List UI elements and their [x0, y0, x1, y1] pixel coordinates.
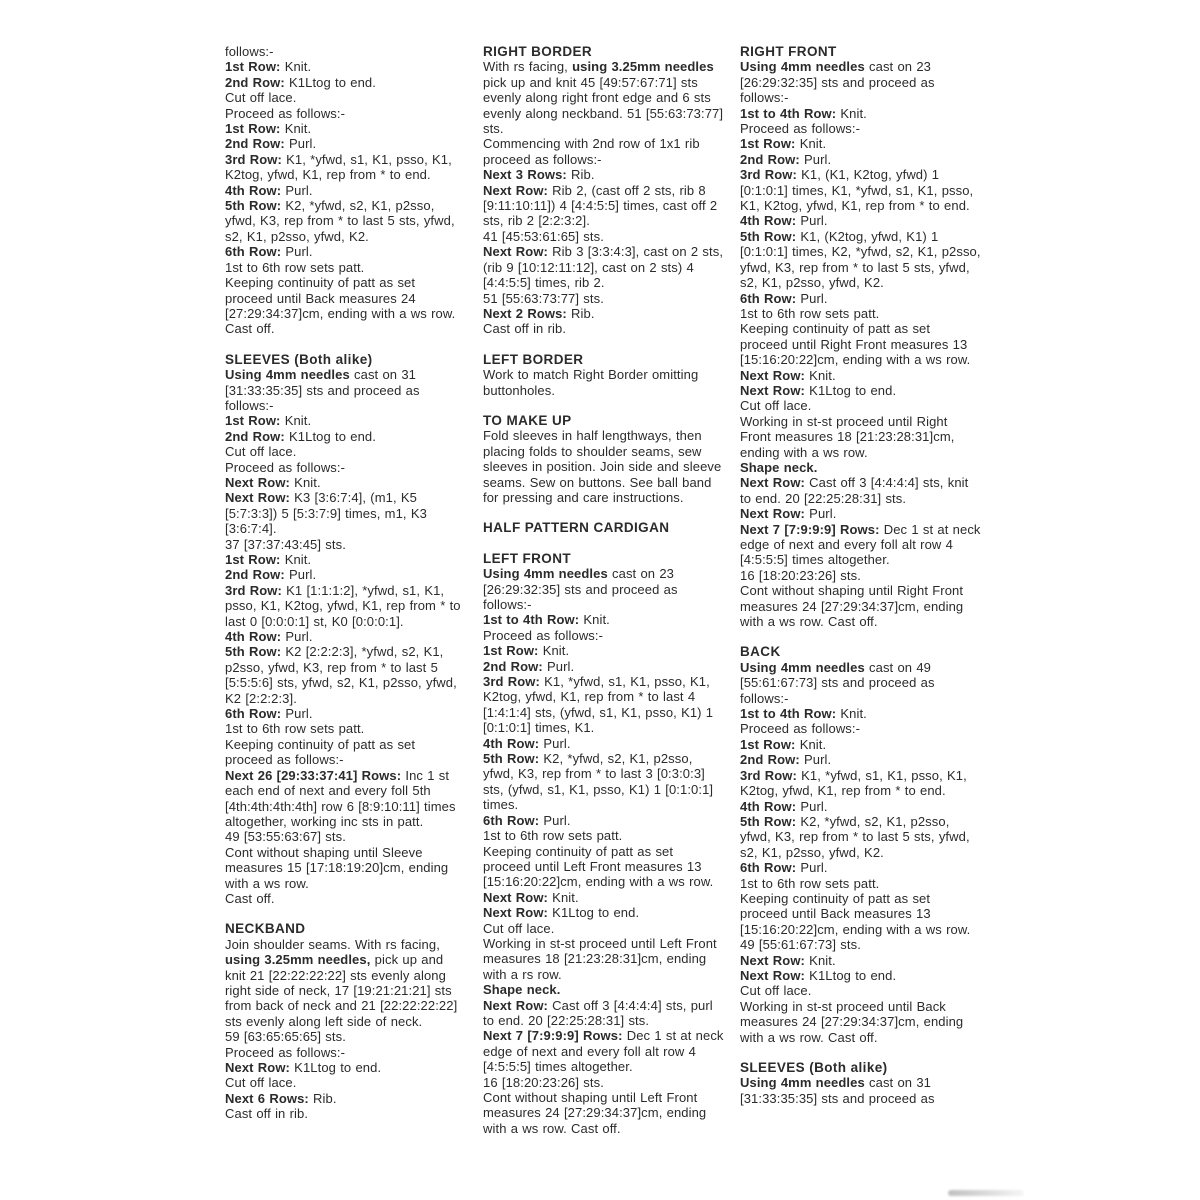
pattern-paragraph: [740, 568, 981, 583]
body-text: 16 [18:20:23:26] sts.: [483, 1074, 604, 1090]
body-text: K1Ltog to end.: [804, 967, 897, 983]
body-text: Cast off in rib.: [225, 1106, 309, 1122]
pattern-paragraph: [740, 460, 981, 475]
body-text: K2 [2:2:2:3], *yfwd, s2, K1, p2sso, yfwd, K3, rep from * to last 5 [5:5:5:6] sts, yfwd, s2, K1, p2sso, yfwd, K2 [2:2:2:3].: [225, 644, 457, 706]
body-text: Dec 1 st at neck edge of next and every foll alt row 4 [4:5:5:5] times altogether.: [483, 1028, 724, 1075]
body-text: follows:-: [225, 44, 274, 59]
pattern-paragraph: [483, 367, 724, 398]
body-text: Purl.: [796, 798, 828, 814]
pattern-paragraph: [225, 737, 463, 768]
pattern-paragraph: [740, 752, 981, 767]
body-text: Knit.: [795, 136, 827, 152]
bold-text: Next Row:: [483, 182, 548, 198]
pattern-paragraph: [740, 306, 981, 321]
bold-text: Next 2 Rows:: [483, 305, 567, 321]
pattern-paragraph: [740, 660, 981, 706]
body-text: 59 [63:65:65:65] sts.: [225, 1029, 346, 1045]
bold-text: 5th Row:: [740, 813, 797, 829]
body-text: cast on 31 [31:33:35:35] sts and proceed as follows:-: [225, 367, 420, 413]
bold-text: 3rd Row:: [225, 582, 282, 598]
body-text: Cut off lace.: [225, 90, 297, 106]
body-text: Rib.: [566, 305, 595, 321]
pattern-paragraph: [740, 937, 981, 952]
pattern-paragraph: [225, 1060, 463, 1075]
bold-text: Next Row:: [225, 490, 290, 506]
bold-text: 2nd Row:: [225, 567, 285, 583]
pattern-paragraph: [225, 444, 463, 459]
bold-text: 5th Row:: [483, 751, 540, 767]
body-text: K1Ltog to end.: [284, 428, 376, 444]
bold-text: Using 4mm needles: [740, 1075, 865, 1091]
bold-text: 4th Row:: [225, 629, 282, 645]
body-text: pick up and knit 45 [49:57:67:71] sts evenly along right front edge and 6 sts evenly along neckband. 51 [55:63:73:77] sts.: [483, 74, 724, 137]
body-text: Knit.: [280, 59, 312, 75]
body-text: K1, *yfwd, s1, K1, psso, K1, K2tog, yfwd, K1, rep from * to last 4 [1:4:1:4] sts, (yfwd, s1, K1, psso, K1) 1 [0:1:0:1] times, K1.: [483, 674, 714, 736]
pattern-paragraph: [483, 1075, 724, 1090]
bold-text: 2nd Row:: [483, 658, 543, 674]
body-text: Purl.: [542, 658, 575, 674]
section-heading: BACK: [740, 644, 781, 660]
body-text: K1, *yfwd, s1, K1, psso, K1, K2tog, yfwd, K1, rep from * to end.: [225, 151, 452, 183]
body-text: Knit.: [280, 413, 312, 429]
bold-text: Next Row:: [483, 905, 548, 921]
body-text: Working in st-st proceed until Back measures 24 [27:29:34:37]cm, ending with a ws row. Cast off.: [740, 998, 964, 1045]
body-text: Knit.: [579, 612, 610, 628]
bold-text: Using 4mm needles: [740, 659, 865, 675]
bold-text: Next 26 [29:33:37:41] Rows:: [225, 767, 402, 783]
bold-text: Next Row:: [483, 997, 548, 1013]
section-heading: LEFT FRONT: [483, 550, 571, 566]
bold-text: Next Row:: [740, 967, 805, 983]
body-text: Knit.: [804, 952, 836, 968]
body-text: 37 [37:37:43:45] sts.: [225, 536, 346, 552]
bold-text: using 3.25mm needles: [572, 59, 714, 75]
body-text: Cut off lace.: [740, 398, 812, 414]
body-text: Work to match Right Border omitting buttonholes.: [483, 367, 699, 398]
pattern-paragraph: [483, 566, 724, 612]
body-text: Purl.: [284, 567, 317, 583]
pattern-paragraph: [740, 999, 981, 1045]
pattern-paragraph: [225, 1106, 463, 1121]
body-text: Cut off lace.: [225, 444, 297, 460]
body-text: Keeping continuity of patt as set proceed until Back measures 24 [27:29:34:37]cm, ending with a ws row. Cast off.: [225, 275, 456, 337]
body-text: Working in st-st proceed until Right Front measures 18 [21:23:28:31]cm, ending with a ws row.: [740, 413, 955, 460]
body-text: K1Ltog to end.: [284, 74, 376, 90]
body-text: Purl.: [281, 629, 313, 645]
body-text: Proceed as follows:-: [740, 121, 861, 137]
bold-text: 1st Row:: [740, 736, 796, 752]
pattern-paragraph: [483, 674, 724, 736]
bold-text: 1st Row:: [740, 136, 796, 152]
pattern-paragraph: [225, 475, 463, 490]
body-text: Cast off 3 [4:4:4:4] sts, knit to end. 20 [22:25:28:31] sts.: [740, 475, 969, 506]
bold-text: Using 4mm needles: [740, 59, 865, 75]
pattern-paragraph: [740, 152, 981, 167]
bold-text: Next 6 Rows:: [225, 1090, 309, 1106]
pattern-paragraph: [225, 891, 463, 906]
body-text: 49 [55:61:67:73] sts.: [740, 937, 861, 953]
bold-text: 6th Row:: [740, 290, 797, 306]
bold-text: Next Row:: [740, 506, 805, 522]
pattern-paragraph: [225, 183, 463, 198]
body-text: K3 [3:6:7:4], (m1, K5 [5:7:3:3]) 5 [5:3:7:9] times, m1, K3 [3:6:7:4].: [225, 490, 427, 537]
pattern-paragraph: [483, 136, 724, 167]
pattern-paragraph: [225, 829, 463, 844]
bold-text: 2nd Row:: [225, 136, 285, 152]
pattern-paragraph: [740, 876, 981, 891]
body-text: Dec 1 st at neck edge of next and every foll alt row 4 [4:5:5:5] times altogether.: [740, 521, 981, 568]
pattern-paragraph: [225, 90, 463, 105]
bold-text: 1st to 4th Row:: [483, 612, 580, 628]
body-text: Cast off.: [225, 890, 275, 906]
bold-text: 5th Row:: [225, 644, 282, 660]
pattern-paragraph: [740, 229, 981, 291]
bold-text: 3rd Row:: [740, 167, 797, 183]
pattern-paragraph: [225, 136, 463, 151]
body-text: K2, *yfwd, s2, K1, p2sso, yfwd, K3, rep from * to last 5 sts, yfwd, s2, K1, p2sso, yfwd, K2.: [225, 198, 455, 244]
pattern-paragraph: [225, 44, 463, 59]
pattern-paragraph: [740, 213, 981, 228]
body-text: Purl.: [281, 244, 313, 260]
body-text: Proceed as follows:-: [225, 459, 346, 475]
body-text: Cut off lace.: [483, 920, 555, 936]
body-text: cast on 49 [55:61:67:73] sts and proceed as follows:-: [740, 659, 935, 706]
body-text: Purl.: [796, 290, 828, 306]
pattern-column-right: [740, 44, 981, 1106]
pattern-paragraph: [225, 644, 463, 706]
body-text: Commencing with 2nd row of 1x1 rib proceed as follows:-: [483, 136, 700, 167]
pattern-paragraph: [483, 890, 724, 905]
pattern-paragraph: [483, 628, 724, 643]
pattern-paragraph: [225, 583, 463, 629]
bold-text: Using 4mm needles: [225, 367, 350, 383]
body-text: Purl.: [539, 812, 571, 828]
bold-text: Using 4mm needles: [483, 566, 608, 582]
pattern-paragraph: [225, 1029, 463, 1044]
body-text: Purl.: [281, 182, 313, 198]
pattern-paragraph: [225, 460, 463, 475]
body-text: K1, *yfwd, s1, K1, psso, K1, K2tog, yfwd, K1, rep from * to end.: [740, 767, 967, 799]
pattern-paragraph: [483, 306, 724, 321]
bold-text: 3rd Row:: [483, 674, 540, 690]
pattern-paragraph: [483, 643, 724, 658]
body-text: Proceed as follows:-: [740, 721, 861, 737]
bold-text: 1st Row:: [225, 59, 281, 75]
pattern-paragraph: [483, 659, 724, 674]
bold-text: 5th Row:: [225, 198, 282, 214]
body-text: K1, (K2tog, yfwd, K1) 1 [0:1:0:1] times, K2, *yfwd, s2, K1, p2sso, yfwd, K3, rep from * to last 5 sts, yfwd, s2, K1, p2sso, yfwd, K2.: [740, 228, 981, 291]
body-text: Cut off lace.: [225, 1075, 297, 1091]
body-text: Purl.: [804, 506, 837, 522]
pattern-paragraph: [225, 706, 463, 721]
body-text: 1st to 6th row sets patt.: [225, 721, 365, 737]
pattern-paragraph: [483, 229, 724, 244]
pattern-paragraph: [740, 368, 981, 383]
pattern-paragraph: [225, 106, 463, 121]
pattern-paragraph: [740, 768, 981, 799]
body-text: Rib.: [308, 1090, 337, 1106]
section-heading: SLEEVES (Both alike): [740, 1060, 888, 1075]
pattern-column-middle: [483, 44, 724, 1136]
bold-text: 3rd Row:: [225, 151, 282, 167]
pattern-column-left: [225, 44, 463, 1122]
body-text: Keeping continuity of patt as set proceed until Right Front measures 13 [15:16:20:22]cm, ending with a ws row.: [740, 321, 971, 368]
pattern-paragraph: [740, 968, 981, 983]
bold-text: 6th Row:: [740, 860, 797, 876]
bold-text: 2nd Row:: [740, 151, 800, 167]
pattern-paragraph: [740, 737, 981, 752]
pattern-paragraph: [225, 845, 463, 891]
body-text: 16 [18:20:23:26] sts.: [740, 567, 861, 583]
section-heading: NECKBAND: [225, 921, 306, 937]
pattern-paragraph: [740, 383, 981, 398]
body-text: Purl.: [284, 136, 317, 152]
body-text: K1 [1:1:1:2], *yfwd, s1, K1, psso, K1, K2tog, yfwd, K1, rep from * to last 0 [0:0:0:1] st, K0 [0:0:0:1].: [225, 582, 461, 629]
body-text: Purl.: [281, 706, 313, 722]
pattern-paragraph: [225, 121, 463, 136]
pattern-paragraph: [740, 860, 981, 875]
pattern-paragraph: [740, 814, 981, 860]
body-text: Cast off in rib.: [483, 321, 567, 337]
pattern-paragraph: [740, 522, 981, 568]
pattern-paragraph: [740, 583, 981, 629]
pattern-paragraph: [483, 291, 724, 306]
bold-text: 6th Row:: [483, 812, 540, 828]
body-text: Knit.: [280, 121, 312, 137]
pattern-paragraph: [740, 121, 981, 136]
pattern-paragraph: [740, 291, 981, 306]
body-text: Knit.: [836, 706, 867, 722]
body-text: 1st to 6th row sets patt.: [483, 828, 623, 844]
pattern-paragraph: [225, 260, 463, 275]
pattern-paragraph: [225, 275, 463, 337]
bold-text: Next Row:: [740, 475, 805, 491]
bold-text: 6th Row:: [225, 706, 282, 722]
pattern-paragraph: [740, 167, 981, 213]
pattern-paragraph: [483, 813, 724, 828]
pattern-paragraph: [483, 321, 724, 336]
body-text: Knit.: [547, 889, 579, 905]
pattern-paragraph: [483, 1028, 724, 1074]
body-text: K2, *yfwd, s2, K1, p2sso, yfwd, K3, rep from * to last 3 [0:3:0:3] sts, (yfwd, s1, K1, psso, K1) 1 [0:1:0:1] times.: [483, 751, 714, 813]
body-text: 1st to 6th row sets patt.: [740, 875, 880, 891]
pattern-paragraph: [225, 244, 463, 259]
body-text: K1Ltog to end.: [547, 905, 640, 921]
body-text: Knit.: [795, 736, 827, 752]
bold-text: 4th Row:: [740, 213, 797, 229]
body-text: Purl.: [539, 735, 571, 751]
body-text: 1st to 6th row sets patt.: [225, 259, 365, 275]
body-text: K1Ltog to end.: [804, 382, 897, 398]
pattern-paragraph: [225, 629, 463, 644]
body-text: Working in st-st proceed until Left Front measures 18 [21:23:28:31]cm, ending with a rs row.: [483, 935, 717, 982]
bold-text: Next 3 Rows:: [483, 167, 567, 183]
pattern-paragraph: [483, 244, 724, 290]
pattern-paragraph: [225, 721, 463, 736]
pattern-paragraph: [225, 367, 463, 413]
pattern-paragraph: [483, 998, 724, 1029]
pattern-paragraph: [740, 799, 981, 814]
body-text: Inc 1 st each end of next and every foll 5th [4th:4th:4th:4th] row 6 [8:9:10:11] times altogether, working inc sts in patt.: [225, 767, 456, 829]
pattern-paragraph: [225, 552, 463, 567]
pattern-paragraph: [740, 321, 981, 367]
pattern-paragraph: [483, 1090, 724, 1136]
bold-text: 1st Row:: [225, 413, 281, 429]
body-text: Purl.: [796, 860, 828, 876]
bold-text: Next 7 [7:9:9:9] Rows:: [740, 521, 880, 537]
section-heading: LEFT BORDER: [483, 351, 584, 367]
bold-text: 2nd Row:: [740, 752, 800, 768]
body-text: cast on 23 [26:29:32:35] sts and proceed as follows:-: [483, 566, 678, 612]
pattern-paragraph: [483, 736, 724, 751]
bold-text: Next 7 [7:9:9:9] Rows:: [483, 1028, 623, 1044]
pattern-paragraph: [225, 1091, 463, 1106]
pattern-paragraph: [483, 751, 724, 813]
pattern-paragraph: [740, 59, 981, 105]
pattern-paragraph: [740, 1075, 981, 1106]
bold-text: 6th Row:: [225, 244, 282, 260]
pattern-paragraph: [225, 59, 463, 74]
pattern-paragraph: [740, 106, 981, 121]
body-text: Cast off 3 [4:4:4:4] sts, purl to end. 20 [22:25:28:31] sts.: [483, 997, 713, 1028]
pattern-paragraph: [225, 429, 463, 444]
pattern-paragraph: [225, 937, 463, 1029]
pattern-paragraph: [740, 398, 981, 413]
pattern-paragraph: [483, 828, 724, 843]
pattern-paragraph: [740, 506, 981, 521]
bold-text: 3rd Row:: [740, 767, 797, 783]
pattern-paragraph: [225, 490, 463, 536]
body-text: K2, *yfwd, s2, K1, p2sso, yfwd, K3, rep from * to last 5 sts, yfwd, s2, K1, p2sso, yfwd, K2.: [740, 813, 970, 860]
bold-text: Next Row:: [740, 952, 805, 968]
pattern-paragraph: [225, 768, 463, 830]
body-text: Fold sleeves in half lengthways, then placing folds to shoulder seams, sew sleeves in position. Join side and sleeve seams. Sew on buttons. See ball band for pressing and care instructions.: [483, 428, 722, 505]
body-text: 51 [55:63:73:77] sts.: [483, 290, 604, 306]
body-text: Knit.: [538, 643, 570, 659]
bold-text: 1st to 4th Row:: [740, 105, 837, 121]
body-text: Cont without shaping until Left Front measures 24 [27:29:34:37]cm, ending with a ws row. Cast off.: [483, 1090, 707, 1136]
body-text: Cut off lace.: [740, 983, 812, 999]
body-text: Rib 2, (cast off 2 sts, rib 8 [9:11:10:11]) 4 [4:4:5:5] times, cast off 2 sts, rib 2 [2:2:3:2].: [483, 182, 718, 229]
bold-text: Shape neck.: [740, 459, 818, 475]
bold-text: 1st Row:: [225, 121, 281, 137]
bold-text: Next Row:: [483, 889, 548, 905]
bold-text: 1st Row:: [225, 552, 281, 567]
body-text: Knit.: [289, 474, 321, 490]
pattern-paragraph: [225, 198, 463, 244]
bold-text: 4th Row:: [225, 182, 282, 198]
bold-text: Next Row:: [483, 244, 548, 260]
body-text: Keeping continuity of patt as set proceed until Back measures 13 [15:16:20:22]cm, ending with a ws row.: [740, 890, 971, 937]
body-text: pick up and knit 21 [22:22:22:22] sts evenly along right side of neck, 17 [19:21:21:21] sts from back of neck and 21 [22:22:22:22] sts evenly along left side of neck.: [225, 952, 458, 1029]
body-text: K1Ltog to end.: [289, 1060, 382, 1075]
body-text: cast on 31 [31:33:35:35] sts and proceed as: [740, 1075, 935, 1106]
body-text: Proceed as follows:-: [483, 627, 604, 643]
pattern-paragraph: [225, 537, 463, 552]
pattern-paragraph: [225, 1045, 463, 1060]
pattern-paragraph: [740, 706, 981, 721]
bold-text: 4th Row:: [483, 735, 540, 751]
section-heading: RIGHT FRONT: [740, 44, 837, 59]
section-heading: TO MAKE UP: [483, 412, 572, 428]
pattern-paragraph: [483, 183, 724, 229]
pattern-paragraph: [483, 921, 724, 936]
bold-text: 2nd Row:: [225, 74, 285, 90]
pattern-paragraph: [225, 567, 463, 582]
body-text: Rib 3 [3:3:4:3], cast on 2 sts, (rib 9 [10:12:11:12], cast on 2 sts) 4 [4:4:5:5] times, rib 2.: [483, 244, 724, 291]
pattern-paragraph: [740, 953, 981, 968]
pattern-paragraph: [483, 982, 724, 997]
pattern-paragraph: [483, 428, 724, 505]
pattern-paragraph: [483, 59, 724, 136]
body-text: K1, (K1, K2tog, yfwd) 1 [0:1:0:1] times, K1, *yfwd, s1, K1, psso, K1, K2tog, yfwd, K1, rep from * to end.: [740, 167, 974, 214]
pattern-paragraph: [740, 983, 981, 998]
pattern-paragraph: [225, 152, 463, 183]
scan-smudge-artifact: [948, 1190, 1024, 1196]
body-text: Knit.: [836, 105, 867, 121]
body-text: Purl.: [799, 752, 832, 768]
pattern-paragraph: [740, 136, 981, 151]
body-text: Purl.: [799, 151, 832, 167]
pattern-paragraph: [740, 721, 981, 736]
body-text: Proceed as follows:-: [225, 1044, 346, 1060]
bold-text: Next Row:: [225, 474, 290, 490]
pattern-paragraph: [740, 475, 981, 506]
body-text: Knit.: [804, 367, 836, 383]
body-text: Purl.: [796, 213, 828, 229]
bold-text: 1st to 4th Row:: [740, 706, 837, 722]
bold-text: using 3.25mm needles,: [225, 952, 371, 968]
body-text: 41 [45:53:61:65] sts.: [483, 228, 604, 244]
body-text: Rib.: [566, 167, 595, 183]
pattern-paragraph: [225, 1075, 463, 1090]
bold-text: 2nd Row:: [225, 428, 285, 444]
bold-text: Next Row:: [225, 1060, 290, 1075]
pattern-paragraph: [483, 936, 724, 982]
pattern-paragraph: [740, 891, 981, 937]
body-text: Proceed as follows:-: [225, 105, 346, 121]
section-heading: HALF PATTERN CARDIGAN: [483, 520, 670, 536]
pattern-paragraph: [483, 612, 724, 627]
bold-text: Next Row:: [740, 367, 805, 383]
section-heading: RIGHT BORDER: [483, 44, 593, 59]
body-text: With rs facing,: [483, 59, 573, 75]
body-text: 1st to 6th row sets patt.: [740, 305, 880, 321]
body-text: cast on 23 [26:29:32:35] sts and proceed as follows:-: [740, 59, 935, 106]
pattern-paragraph: [740, 414, 981, 460]
pattern-paragraph: [483, 905, 724, 920]
bold-text: 1st Row:: [483, 643, 539, 659]
pattern-paragraph: [483, 167, 724, 182]
body-text: Cont without shaping until Sleeve measures 15 [17:18:19:20]cm, ending with a ws row.: [225, 844, 449, 891]
section-heading: SLEEVES (Both alike): [225, 351, 373, 367]
body-text: 49 [53:55:63:67] sts.: [225, 829, 346, 845]
bold-text: Next Row:: [740, 382, 805, 398]
bold-text: Shape neck.: [483, 982, 561, 998]
bold-text: 4th Row:: [740, 798, 797, 814]
body-text: Join shoulder seams. With rs facing,: [225, 936, 440, 952]
bold-text: 5th Row:: [740, 228, 797, 244]
pattern-paragraph: [225, 413, 463, 428]
pattern-paragraph: [225, 75, 463, 90]
pattern-paragraph: [483, 844, 724, 890]
body-text: Cont without shaping until Right Front measures 24 [27:29:34:37]cm, ending with a ws row. Cast off.: [740, 583, 964, 630]
body-text: Keeping continuity of patt as set proceed as follows:-: [225, 736, 416, 768]
body-text: Knit.: [280, 552, 312, 567]
body-text: Keeping continuity of patt as set proceed until Left Front measures 13 [15:16:20:22]cm, ending with a ws row.: [483, 843, 714, 890]
